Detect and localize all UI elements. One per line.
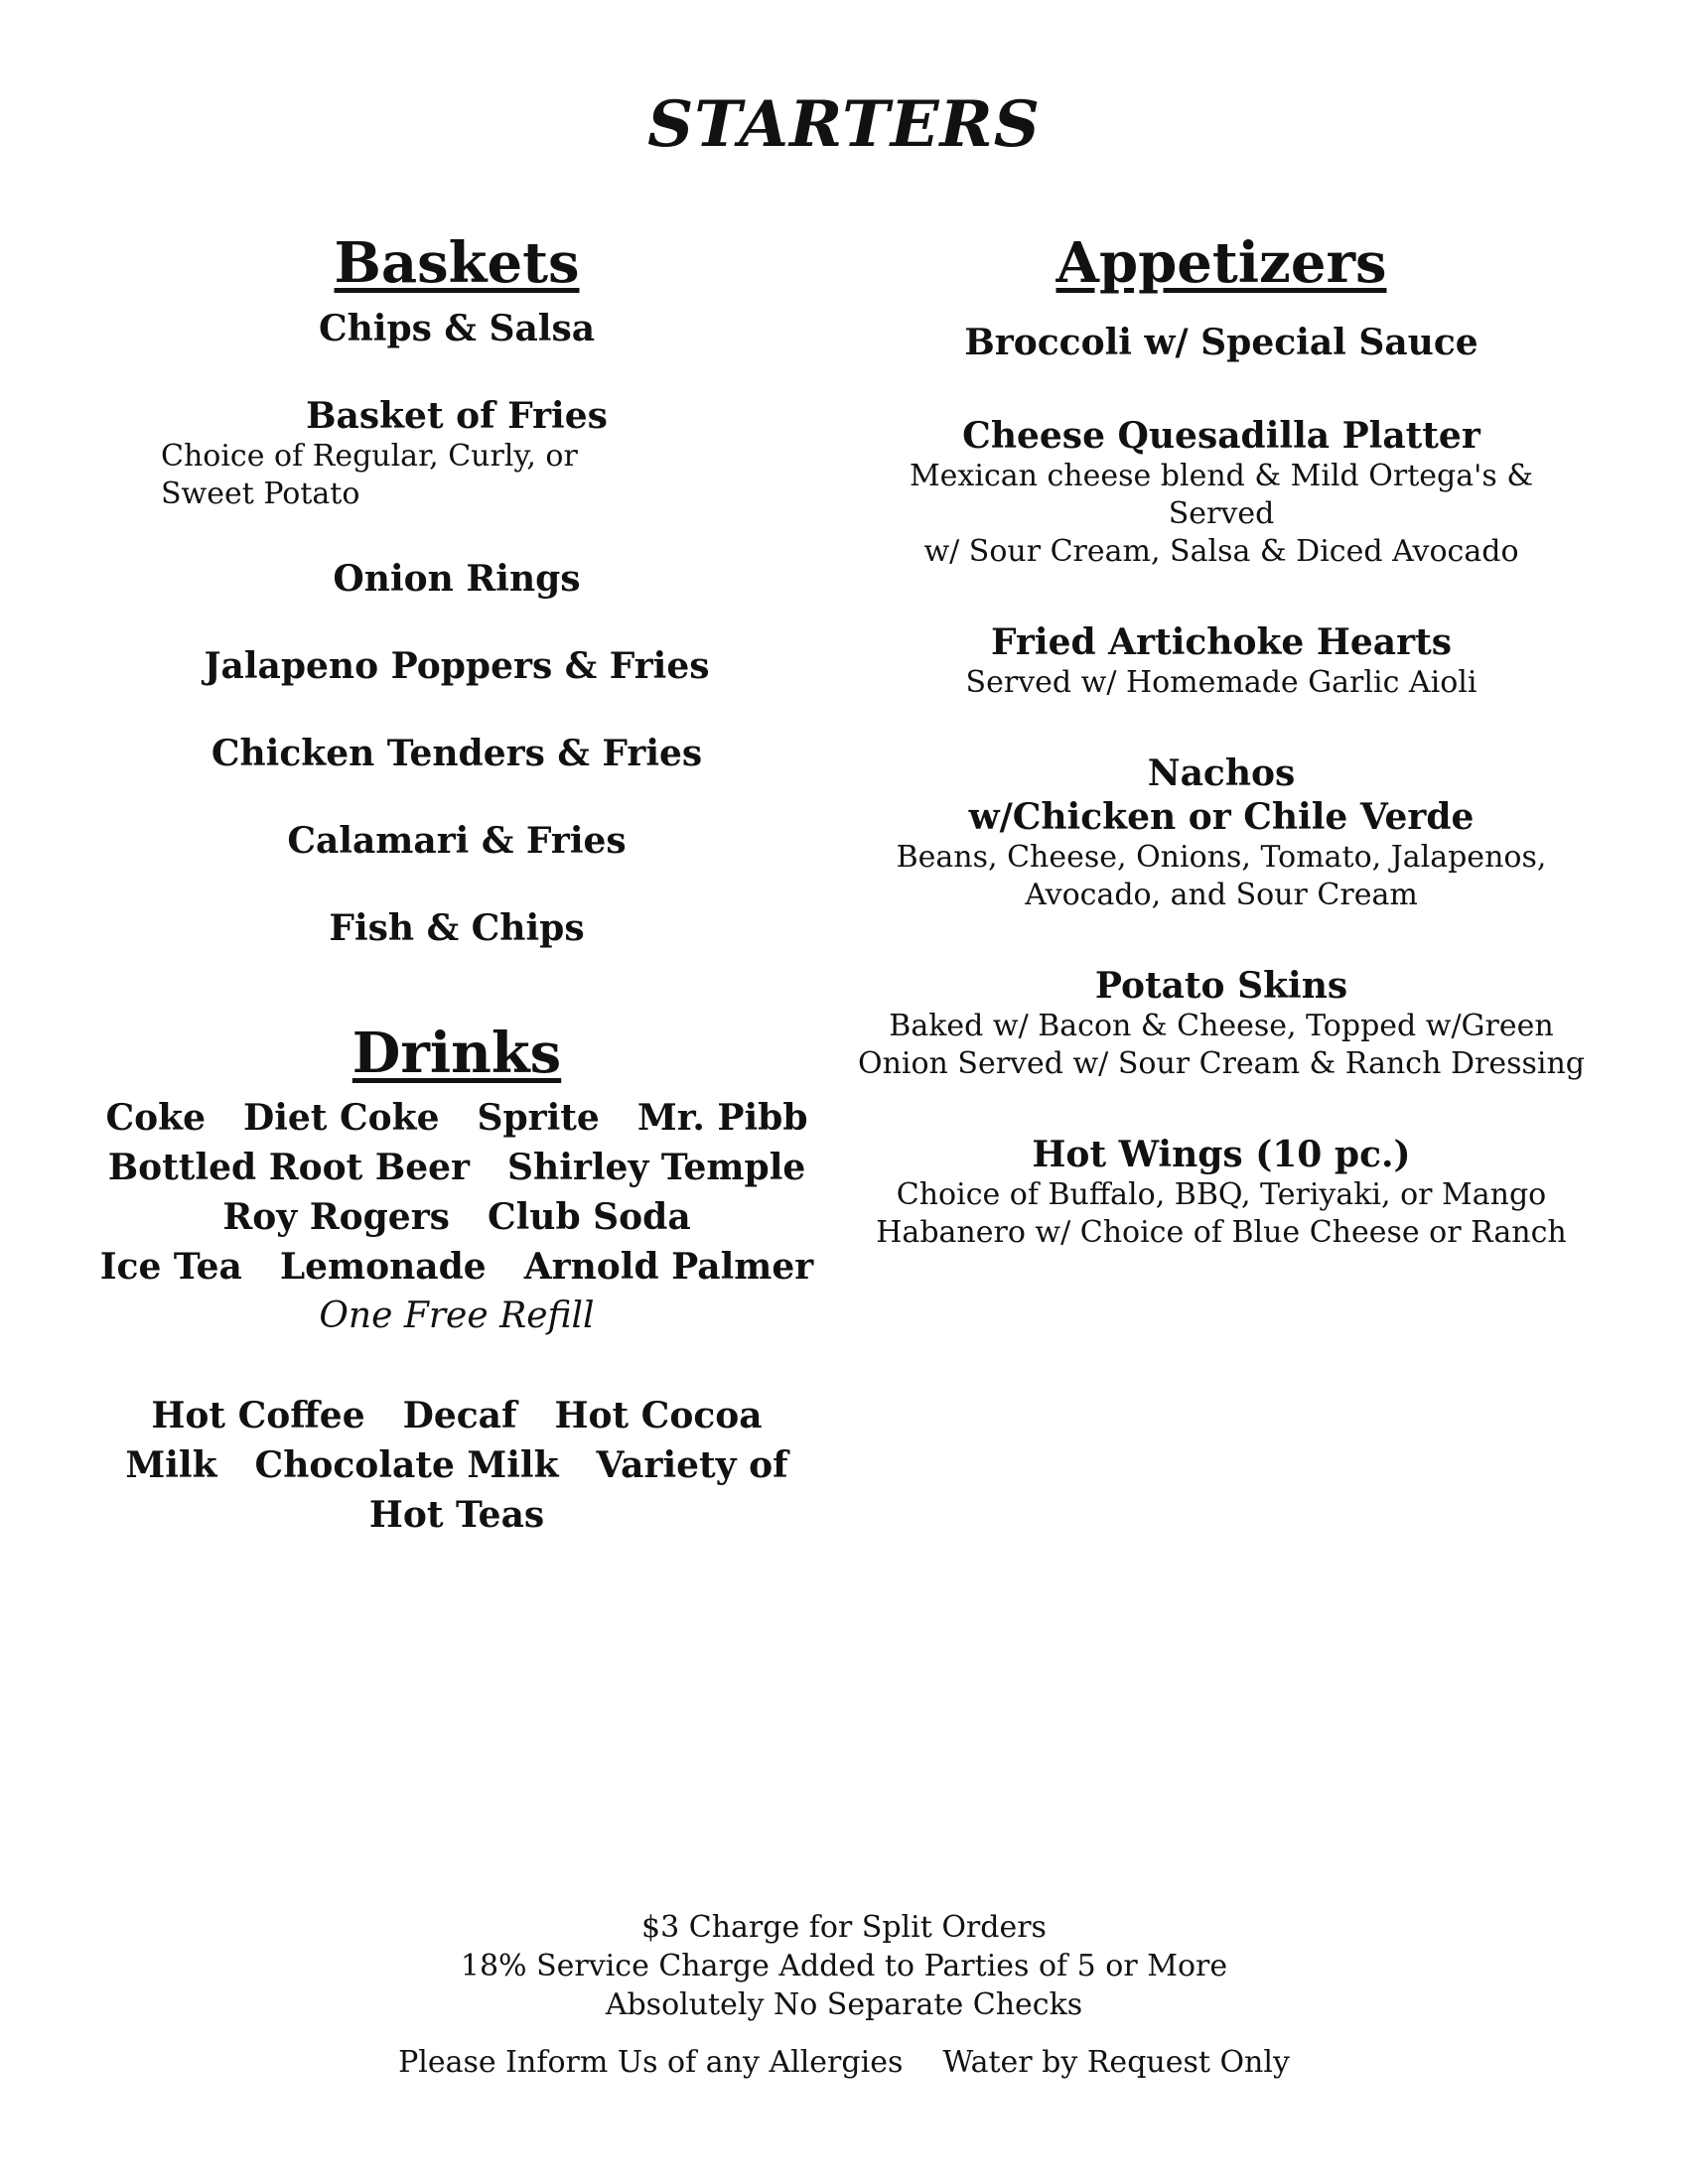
menu-item	[854, 620, 1589, 702]
drink-row	[89, 1143, 824, 1192]
drink-item: Arnold Palmer	[523, 1246, 814, 1288]
item-description: Beans, Cheese, Onions, Tomato, Jalapenos,	[896, 840, 1547, 875]
item-description: Onion Served w/ Sour Cream & Ranch Dressing	[857, 1046, 1585, 1081]
item-name: Cheese Quesadilla Platter	[962, 415, 1480, 457]
item-name: Chips & Salsa	[318, 308, 596, 349]
item-name: w/Chicken or Chile Verde	[968, 796, 1475, 838]
appetizers-heading: Appetizers	[1055, 230, 1387, 296]
item-name: Potato Skins	[1094, 965, 1348, 1007]
water-note: Water by Request Only	[942, 2045, 1290, 2080]
drink-row	[89, 1391, 824, 1440]
baskets-column	[89, 223, 824, 1540]
item-name: Nachos	[1147, 752, 1296, 794]
drink-item: Chocolate Milk	[254, 1444, 559, 1486]
item-name: Broccoli w/ Special Sauce	[964, 322, 1478, 363]
drink-item: Sprite	[477, 1097, 600, 1139]
item-description: Choice of Buffalo, BBQ, Teriyaki, or Mango	[896, 1177, 1547, 1212]
menu-item	[89, 394, 824, 513]
drink-item: Hot Teas	[368, 1494, 545, 1536]
item-name: Hot Wings (10 pc.)	[1032, 1134, 1411, 1175]
drink-row	[89, 1093, 824, 1143]
item-description: Choice of Regular, Curly, or Sweet Potato	[161, 439, 578, 511]
drinks-heading: Drinks	[352, 1021, 562, 1086]
menu-item	[89, 732, 824, 775]
baskets-heading: Baskets	[334, 230, 580, 296]
drink-row	[89, 1192, 824, 1242]
drink-item: Hot Cocoa	[554, 1395, 763, 1436]
drink-item: Club Soda	[487, 1196, 691, 1238]
hot-drinks-list	[89, 1391, 824, 1540]
drink-row	[89, 1242, 824, 1292]
cold-drinks-list	[89, 1093, 824, 1341]
drink-item: Diet Coke	[243, 1097, 440, 1139]
allergies-note: Please Inform Us of any Allergies	[398, 2045, 904, 2080]
menu-item	[89, 819, 824, 863]
drink-item: Shirley Temple	[507, 1147, 806, 1188]
split-order-note: $3 Charge for Split Orders	[641, 1910, 1047, 1945]
drink-item: Hot Coffee	[151, 1395, 365, 1436]
menu-item	[854, 1133, 1589, 1252]
drink-item: Variety of	[596, 1444, 788, 1486]
drink-item: Milk	[125, 1444, 217, 1486]
menu-item	[854, 751, 1589, 914]
drink-row	[89, 1490, 824, 1540]
menu-item	[854, 964, 1589, 1083]
item-name: Basket of Fries	[306, 395, 608, 437]
menu-item	[89, 307, 824, 350]
item-name: Chicken Tenders & Fries	[211, 733, 703, 774]
menu-item	[89, 906, 824, 950]
item-description: Mexican cheese blend & Mild Ortega's & Served	[909, 459, 1534, 531]
service-charge-note: 18% Service Charge Added to Parties of 5 or More	[460, 1949, 1228, 1983]
footer-notes	[0, 1908, 1688, 2024]
item-description: Served w/ Homemade Garlic Aioli	[965, 665, 1477, 700]
item-name: Fried Artichoke Hearts	[991, 621, 1452, 663]
item-name: Calamari & Fries	[287, 820, 627, 862]
menu-item	[854, 321, 1589, 364]
drink-item: Decaf	[402, 1395, 517, 1436]
drink-item: Lemonade	[279, 1246, 487, 1288]
drink-row	[89, 1440, 824, 1490]
separate-checks-note: Absolutely No Separate Checks	[605, 1987, 1083, 2022]
appetizers-column	[854, 223, 1589, 1252]
drink-item: Ice Tea	[99, 1246, 242, 1288]
item-name: Onion Rings	[333, 558, 581, 600]
item-name: Fish & Chips	[329, 907, 585, 949]
item-description: Baked w/ Bacon & Cheese, Topped w/Green	[889, 1009, 1554, 1043]
menu-item	[89, 557, 824, 601]
drink-item: Coke	[105, 1097, 206, 1139]
drink-item: Mr. Pibb	[636, 1097, 808, 1139]
refill-note: One Free Refill	[319, 1296, 595, 1336]
item-description: Avocado, and Sour Cream	[1025, 878, 1418, 912]
page-title: STARTERS	[647, 87, 1041, 162]
menu-item	[854, 414, 1589, 571]
drink-item: Roy Rogers	[222, 1196, 450, 1238]
footer-bottom-line	[0, 2043, 1688, 2083]
item-description: Habanero w/ Choice of Blue Cheese or Ranch	[876, 1215, 1567, 1250]
item-description: w/ Sour Cream, Salsa & Diced Avocado	[923, 534, 1519, 569]
item-name: Jalapeno Poppers & Fries	[204, 645, 710, 687]
drink-item: Bottled Root Beer	[107, 1147, 471, 1188]
menu-item	[89, 644, 824, 688]
